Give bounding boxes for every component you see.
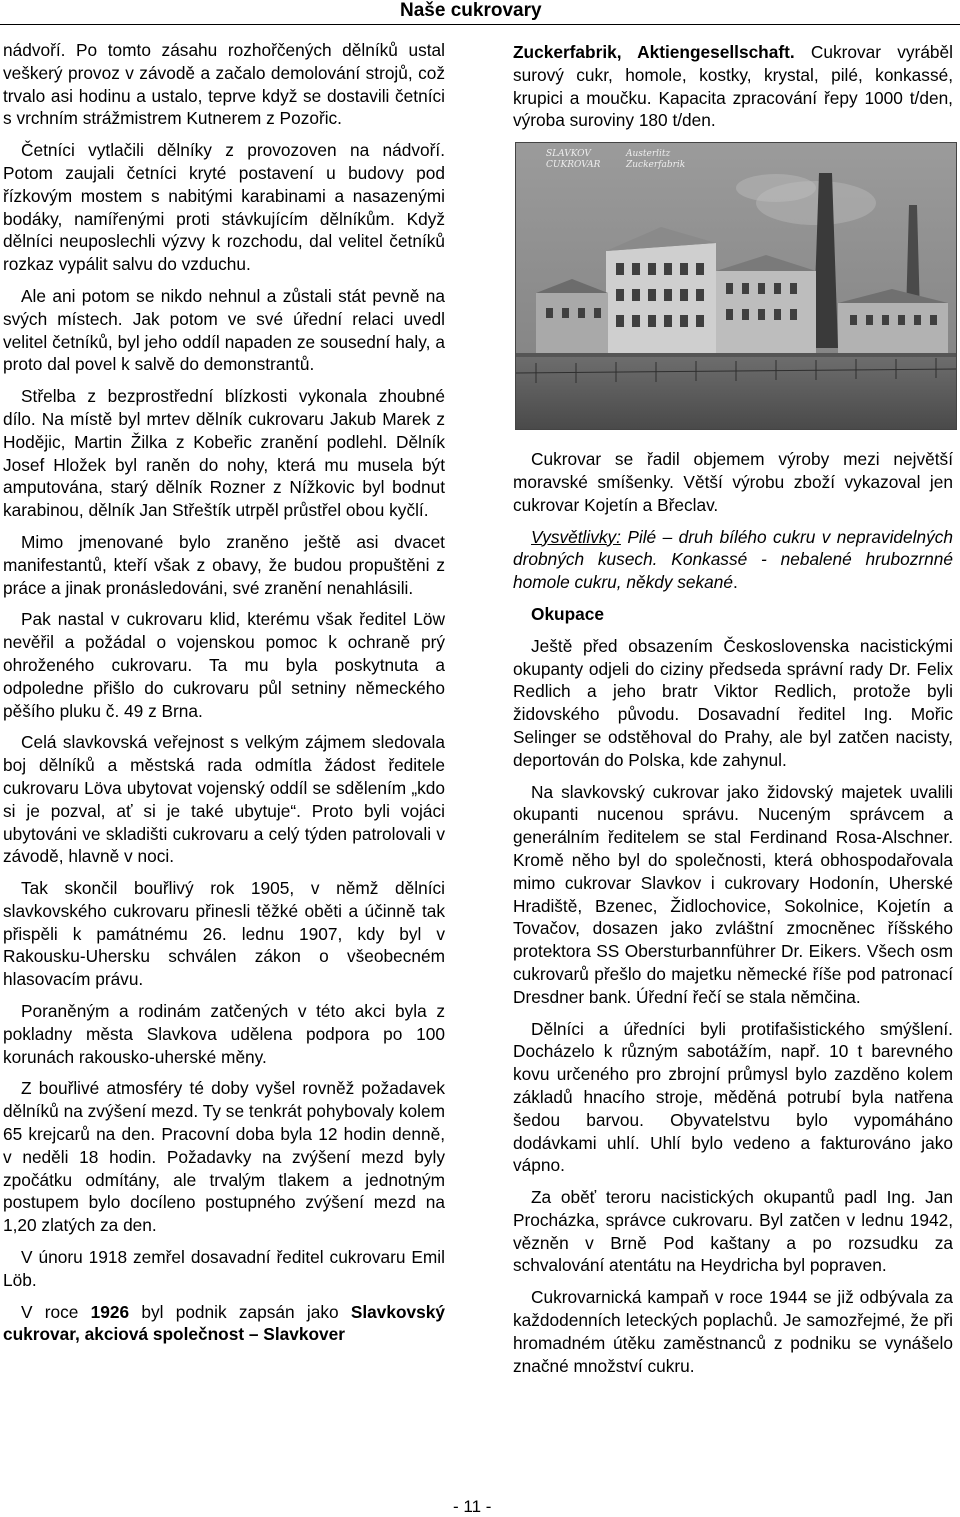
right-paragraph-1: Cukrovar se řadil objemem výroby mezi největší moravské smíšenky. Větší výrobu zboží vykazoval jen cukrovar Kojetín a Břeclav. <box>513 449 953 515</box>
right-intro-paragraph <box>513 41 953 132</box>
left-paragraph-7: Celá slavkovská veřejnost s velkým zájmem sledovala boj dělníků a městská rada odmítla žádost ředitele cukrovaru Löva ubytovat vojenský oddíl se sdělením „kdo si je pozval, ať si je také ubytuje“. Proto byli vojáci ubytováni ve skladišti cukrovaru a celý týden patrolovali v závodě, hlavně v noci. <box>3 732 445 867</box>
left-paragraph-1: nádvoří. Po tomto zásahu rozhořčených dělníků ustal veškerý provoz v závodě a začalo demolování strojů, což trvalo asi hodinu a ustalo, teprve když se dostavili četníci s vrchním strážmistrem Kutnerem z Pozořic. <box>3 40 445 129</box>
right-paragraph-2: Ještě před obsazením Československa nacistickými okupanty odjeli do ciziny předseda správní rady Dr. Felix Redlich a jeho bratr Viktor Redlich, protože byli židovského původu. Dosavadní ředitel Ing. Mořic Selinger se odstěhoval do Prahy, ale byl zatčen nacisty, deportován do Polska, kde zahynul. <box>513 635 953 770</box>
left-paragraph-9: Poraněným a rodinám zatčených v této akci byla z pokladny města Slavkova udělena podpora po 100 korunách rakousko-uherské měny. <box>3 1001 445 1067</box>
explanatory-note <box>513 526 953 594</box>
left-paragraph-10: Z bouřlivé atmosféry té doby vyšel rovněž požadavek dělníků na zvýšení mezd. Ty se tenkrát pohybovaly kolem 65 krejcarů na den. Pracovní doba byla 12 hodin denně, v neděli 18 hodin. Požadavky na zvýšení mezd byly zpočátku odmítány, ale trvalým tlakem a jednotným postupem bylo docíleno postupného zvýšení mezd na 1,20 zlatých za den. <box>3 1078 445 1236</box>
left-paragraph-6: Pak nastal v cukrovaru klid, kterému však ředitel Löw nevěřil a požádal o vojenskou pomoc k ochraně prý ohroženého cukrovaru. Ta mu byla poskytnuta a odpoledne přišlo do cukrovaru půl setniny německého pěšího pluku č. 49 z Brna. <box>3 609 445 721</box>
note-label: Vysvětlivky: <box>531 526 621 547</box>
note-end: . <box>732 572 738 593</box>
right-paragraph-6: Cukrovarnická kampaň v roce 1944 se již odbývala za každodenních leteckých poplachů. Je samozřejmé, že při hromadném útěku zaměstnanců z podniku se vynášelo značné množství cukru. <box>513 1287 953 1376</box>
right-column <box>513 41 953 1386</box>
left-column <box>3 39 445 1355</box>
p12-text-b: byl podnik zapsán jako <box>129 1301 351 1322</box>
p12-year: 1926 <box>90 1301 130 1322</box>
photo-caption-left: SLAVKOV CUKROVAR <box>546 149 601 171</box>
section-heading-occupation: Okupace <box>531 603 604 624</box>
left-paragraph-12 <box>3 1301 445 1347</box>
right-intro-text: Cukrovar vyráběl surový cukr, homole, kostky, krystal, pilé, konkassé, krupici a moučku. Kapacita zpracování řepy 1000 t/den, výroba suroviny 180 t/den. <box>513 42 953 131</box>
right-paragraph-5: Za oběť teroru nacistických okupantů padl Ing. Jan Procházka, správce cukrovaru. Byl zatčen v lednu 1942, vězněn v Brně Pod kaštany a po rozsudku za schvalování atentátu na Heydricha byl popraven. <box>513 1187 953 1276</box>
left-paragraph-3: Ale ani potom se nikdo nehnul a zůstali stát pevně na svých místech. Jak potom ve své úřední relaci uvedl velitel četníků, byl jeho oddíl napaden ze sousední haly, a proto dal povel k salvě do demonstrantů. <box>3 285 445 375</box>
sugar-factory-illustration <box>516 143 956 429</box>
left-paragraph-2: Četníci vytlačili dělníky z provozoven na nádvoří. Potom zaujali četníci kryté postavení u budovy pod řízkovým mostem s nabitými karabinami a nasazenými bodáky, namířenými proti stávkujícím dělníkům. Když dělníci neuposlechli výzvy k rozchodu, dal velitel četníků rozkaz vypálit salvu do vzduchu. <box>3 140 445 275</box>
sugar-factory-photo <box>515 142 957 430</box>
header-rule <box>0 24 960 25</box>
left-paragraph-11: V únoru 1918 zemřel dosavadní ředitel cukrovaru Emil Löb. <box>3 1247 445 1290</box>
p12-text-a: V roce <box>21 1301 91 1322</box>
page-number: - 11 - <box>453 1497 492 1516</box>
page-header-title: Naše cukrovary <box>400 0 542 21</box>
right-paragraph-4: Dělníci a úředníci byli protifašistického smýšlení. Docházelo k různým sabotážím, např. 10 t barevného kovu určeného pro zbrojní průmysl bylo zazděno kolem základů hnacího stroje, měděná potrubí byla natřena šedou barvou. Obyvatelstvu bylo vypomáháno dodávkami uhlí. Uhlí bylo vedeno a fakturováno jako vápno. <box>513 1018 953 1176</box>
left-paragraph-5: Mimo jmenované bylo zraněno ještě asi dvacet manifestantů, kteří však z obavy, že budou propuštěni z práce a jinak pronásledováni, své zranění nenahlásili. <box>3 531 445 598</box>
left-paragraph-8: Tak skončil bouřlivý rok 1905, v němž dělníci slavkovského cukrovaru přinesli těžké oběti a účinně tak přispěli k památnému 26. lednu 1907, kdy byl v Rakousku-Uhersku schválen zákon o všeobecném hlasovacím právu. <box>3 878 445 990</box>
p12-company-name: Slavkovský cukrovar, akciová společnost – Slavkover <box>3 1301 445 1345</box>
note-text: Pilé – druh bílého cukru v nepravidelných drobných kusech. Konkassé - nebalené hrubozrnné homole cukru, někdy sekané <box>513 526 953 593</box>
photo-caption-right: Austerlitz Zuckerfabrik <box>626 149 686 171</box>
right-intro-company-name: Zuckerfabrik, Aktiengesellschaft. <box>513 42 795 62</box>
right-paragraph-3: Na slavkovský cukrovar jako židovský majetek uvalili okupanti nucenou správu. Nuceným správcem a generálním ředitelem se stal Ferdinand Rosa-Alschner. Kromě něho byl do společnosti, která obhospodařovala mimo cukrovar Slavkov i cukrovary Hodonín, Uherské Hradiště, Bzenec, Židlochovice, Sokolnice, Kojetín a Tovačov, dosazen jako zvláštní zmocněnec říšského protektora SS Obersturbannführer Dr. Eikers. Všech osm cukrovarů přešlo do majetku německé říše pod patronací Dresdner bank. Úřední řečí se stala němčina. <box>513 781 953 1007</box>
page-header <box>0 0 960 24</box>
left-paragraph-4: Střelba z bezprostřední blízkosti vykonala zhoubné dílo. Na místě byl mrtev dělník cukrovaru Jakub Marek z Hodějic, Martin Žilka z Kobeřic zranění podlehl. Dělník Josef Hložek byl raněn do nohy, která mu musela být amputována, starý dělník Rozner z Nížkovic byl bodnut karabinou, dělník Jan Střeštík utrpěl průstřel obou kyčlí. <box>3 386 445 521</box>
